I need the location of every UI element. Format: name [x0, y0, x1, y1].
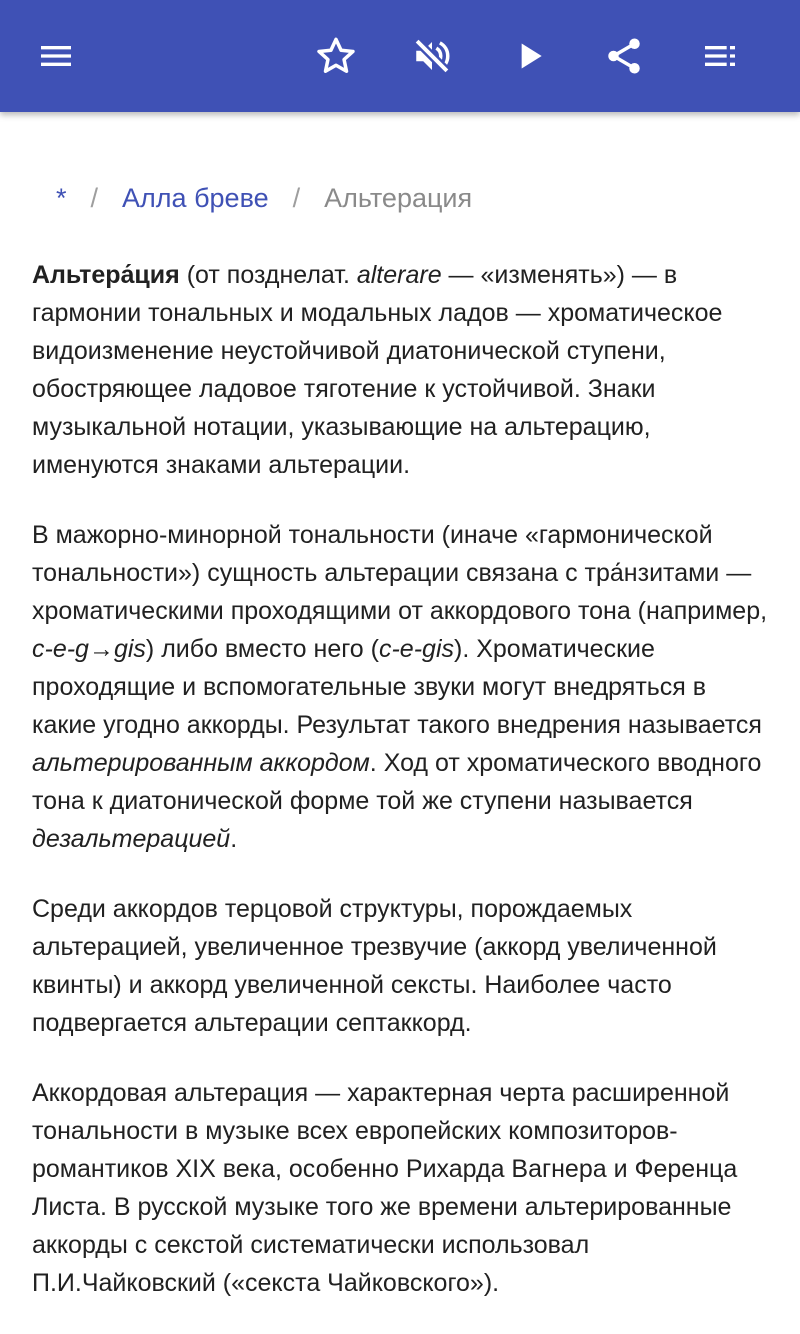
article-body [32, 256, 776, 1334]
playlist-icon [700, 36, 740, 76]
bookmark-button[interactable] [308, 28, 364, 84]
article-italic-term: альтерированным аккордом [32, 749, 370, 777]
breadcrumb-root-link[interactable]: * [56, 183, 67, 213]
article-text: ). Хроматические проходящие и вспомогательные звуки могут внедряться в какие угодно аккорды. Результат такого внедрения называется [32, 635, 762, 739]
breadcrumb [56, 180, 472, 216]
share-icon [603, 35, 645, 77]
breadcrumb-parent-link[interactable]: Алла бреве [122, 183, 269, 213]
article-text: — «изменять») — в гармонии тональных и модальных ладов — хроматическое видоизменение неустойчивой диатонической ступени, обостряющее ладовое тяготение к устойчивой. Знаки музыкальной нотации, указывающие на альтерацию, именуются знаками альтерации. [32, 261, 723, 479]
star-outline-icon [315, 35, 357, 77]
breadcrumb-current: Альтерация [324, 183, 473, 213]
article-text: (от позднелат. [179, 261, 357, 289]
article-example: c-e-g→gis [32, 635, 146, 663]
menu-button[interactable] [28, 28, 84, 84]
mute-button[interactable] [404, 28, 460, 84]
article-paragraph: Среди аккордов терцовой структуры, порождаемых альтерацией, увеличенное трезвучие (аккорд увеличенной квинты) и аккорд увеличенной сексты. Наиболее часто подвергается альтерации септаккорд. [32, 895, 717, 1037]
breadcrumb-separator: / [292, 183, 301, 213]
article-paragraph: Аккордовая альтерация — характерная черта расширенной тональности в музыке всех европейских композиторов-романтиков XIX века, особенно Рихарда Вагнера и Ференца Листа. В русской музыке того же времени альтерированные аккорды с секстой систематически использовал П.И.Чайковский («секста Чайковского»). [32, 1079, 738, 1297]
share-button[interactable] [596, 28, 652, 84]
article-term: Альтера́ция [32, 261, 180, 289]
app-bar [0, 0, 800, 112]
article-latin-term: alterare [356, 261, 442, 289]
article-italic-term: дезальтерацией [32, 825, 231, 853]
breadcrumb-separator: / [90, 183, 99, 213]
article-text: В мажорно-минорной тональности (иначе «гармонической тональности») сущность альтерации связана с тра́нзитами — хроматическими проходящими от аккордового тона (например, [32, 521, 768, 625]
menu-icon [36, 36, 76, 76]
article-example: c-e-gis [378, 635, 454, 663]
article-paragraph [32, 256, 776, 484]
play-button[interactable] [502, 28, 558, 84]
article-content [0, 112, 800, 1297]
volume-off-icon [411, 35, 453, 77]
article-text: . Ход от хроматического вводного тона к диатонической форме той же ступени называется [32, 749, 762, 815]
contents-button[interactable] [692, 28, 748, 84]
article-text: . [230, 825, 238, 853]
article-text: ) либо вместо него ( [145, 635, 379, 663]
play-icon [510, 36, 550, 76]
article-paragraph [32, 516, 776, 858]
